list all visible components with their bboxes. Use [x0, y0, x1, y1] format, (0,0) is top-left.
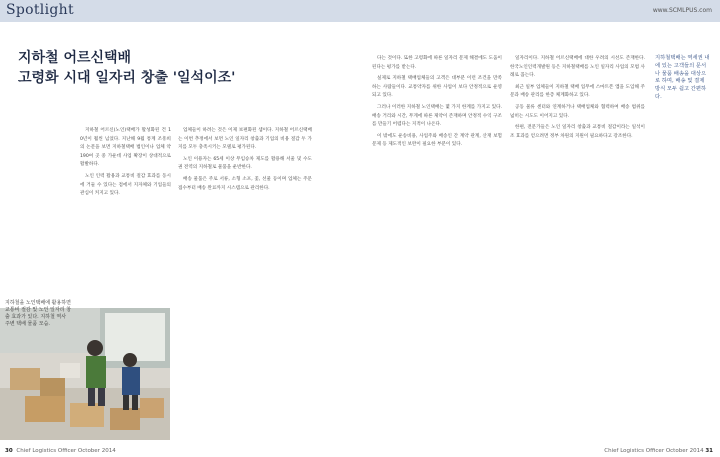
side-note: 지하철택배는 역세권 내에 있는 고객들의 문서나 물품 배송을 대상으로 하며, 배송 및 결제 방식 모두 쉽고 간편하다.	[655, 55, 710, 100]
paragraph: 다는 것이다. 또한 고령화에 따른 일자리 문제 해결에도 도움이 된다는 평가를 받는다.	[372, 56, 502, 70]
section-label: Spotlight	[6, 2, 74, 18]
paragraph: 공동 물류 센터와 연계하거나 택배업체와 협력하여 배송 범위를 넓히는 시도도 이어지고 있다.	[510, 104, 645, 119]
body-column-1	[80, 127, 171, 437]
site-url[interactable]: www.SCMLPUS.com	[652, 7, 712, 14]
photo-caption: 지하철을 노인택배에 활용하면 교통비 절감 및 노인 일자리 창출 효과가 있다. 지하철 역사 주변 택배 물품 모습.	[5, 300, 71, 327]
body-column-2	[178, 127, 312, 437]
paragraph: 한편, 전문가들은 노인 일자리 창출과 교통비 절감이라는 일석이조 효과를 얻으려면 정부 차원의 지원이 필요하다고 강조한다.	[510, 125, 645, 139]
paragraph: 최근 일부 업체들이 지하철 택배 업무에 스마트폰 앱을 도입해 주문과 배송 관리를 한층 체계화하고 있다.	[510, 84, 645, 99]
paragraph: 실제로 지하철 택배업체들의 고객은 대부분 이런 조건을 만족하는 사람들이다. 교통약자를 위한 사업이 보다 안정적으로 운영되고 있다.	[372, 76, 502, 99]
paragraph: 업체들이 하려는 것은 이제 보편화된 셈이다. 지하철 어르신택배는 이번 추정에서 보면 노인 일자리 창출과 기업의 비용 절감 두 가지를 모두 충족시키는 모델로 평가된다.	[178, 128, 312, 151]
top-bar	[0, 0, 720, 22]
paragraph: 이 밖에도 운송비용, 사업주와 배송인 간 계약 관계, 산재 보험 문제 등 제도적인 보완이 필요한 부분이 있다.	[372, 133, 502, 148]
paragraph: 배송 물품은 주로 서류, 소형 소포, 꽃, 선물 등이며 업체는 주문 접수부터 배송 완료까지 시스템으로 관리한다.	[178, 176, 312, 191]
body-column-4	[510, 55, 645, 440]
magazine-name-right: Chief Logistics Officer October 2014	[604, 448, 704, 454]
page-number-right: 31	[705, 448, 713, 454]
paragraph: 일자리이다. 지하철 어르신택배에 대한 우려의 시선도 존재한다. 한국노인인력개발원 등은 지하철택배를 노인 일자리 사업의 모범 사례로 꼽는다.	[510, 56, 645, 79]
title-line-2: 고령화 시대 일자리 창출 '일석이조'	[18, 70, 236, 86]
body-column-3	[372, 55, 502, 440]
paragraph: 노인 이용자는 65세 이상 무임승차 제도를 활용해 서울 및 수도권 전역의 지하철로 물품을 운반한다.	[178, 156, 312, 171]
title-line-1: 지하철 어르신택배	[18, 50, 132, 66]
footer-left	[5, 448, 116, 454]
magazine-name-left: Chief Logistics Officer October 2014	[16, 448, 116, 454]
page-number-left: 30	[5, 448, 13, 454]
article-title	[18, 48, 235, 88]
paragraph: 지하철 어르신(노인)택배가 활성화된 건 10년이 훨씬 넘었다. 지난해 9월 통계 조흥희 의 논문을 보면 지하철택배 법인이나 업체 약 190여 곳 중 가운데 사업 확장이 상대적으로 활발하다.	[80, 128, 171, 168]
paragraph: 노인 인력 활용과 교통비 절감 효과를 동시에 거둘 수 있다는 점에서 지자체와 기업들의 관심이 커지고 있다.	[80, 173, 171, 197]
footer-right	[604, 448, 715, 454]
paragraph: 그러나 이러한 지하철 노인택배는 몇 가지 한계를 가지고 있다. 배송 거리와 시간, 무게에 따른 제약이 존재하며 안정적 수익 구조를 만들기 어렵다는 지적이 나온다.	[372, 104, 502, 128]
